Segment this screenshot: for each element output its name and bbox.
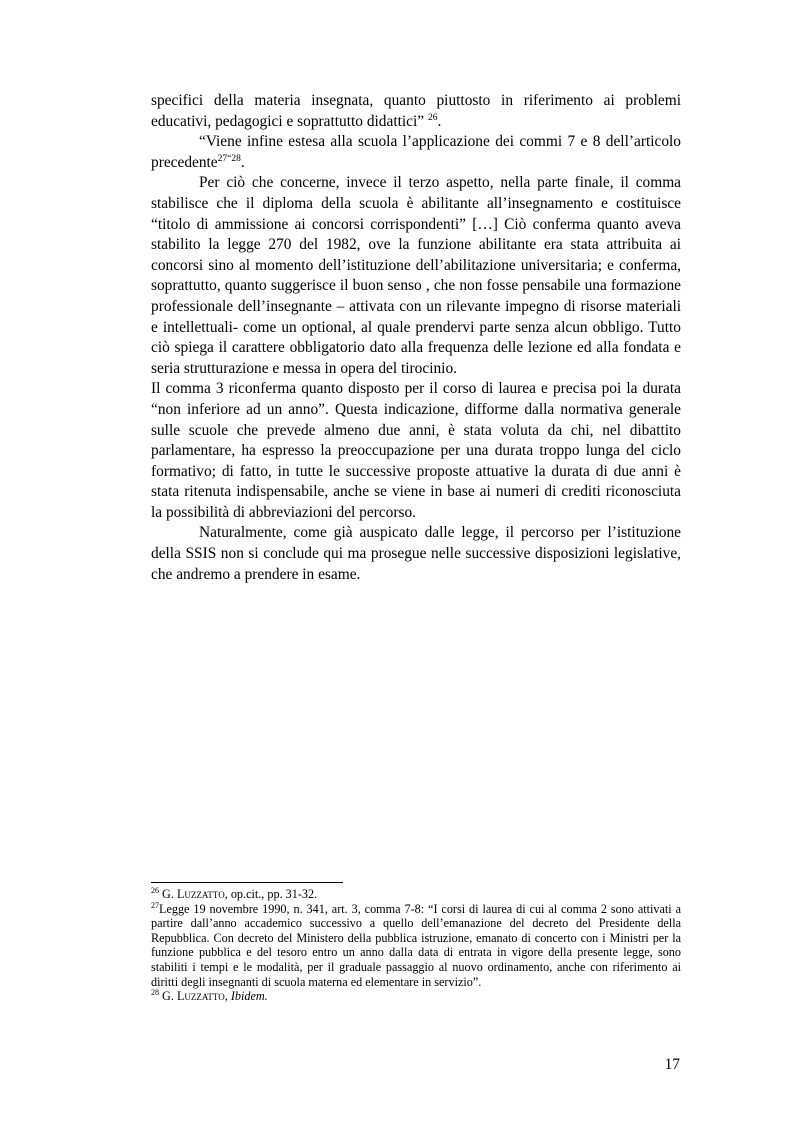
paragraph-1: specifici della materia insegnata, quanto piuttosto in riferimento ai problemi educativi, pedagogici e soprattutto didattici” $^{26}$. [151,92,681,130]
paragraph-3: Per ciò che concerne, invece il terzo aspetto, nella parte finale, il comma stabilisce che il diploma della scuola è abilitante all’insegnamento e costituisce “titolo di ammissione ai concorsi corrispondenti” […] Ciò conferma quanto aveva stabilito la legge 270 del 1982, ove la funzione abilitante era stata attribuita ai concorsi sino al momento dell’istituzione dell’abilitazione universitaria; e conferma, soprattutto, quanto suggerisce il buon senso , che non fosse pensabile una formazione professionale dell’insegnante – attivata con un rilevante impegno di risorse materiali e intellettuali- come un optional, al quale prendervi parte senza alcun obbligo. Tutto ciò spiega il carattere obbligatorio dato alla frequenza delle lezione ed alla fondata e seria strutturazione e messa in opera del tirocinio. [151,174,681,377]
footnote-26: $^{26}$ G. Luzzatto, op.cit., pp. 31-32. [151,886,318,901]
footnote-27: $^{27}$Legge 19 novembre 1990, n. 341, art. 3, comma 7-8: “I corsi di laurea di cui al comma 2 sono attivati a partire dall’anno accademico successivo a quello dell’emanazione del decreto del Presidente della Repubblica. Con decreto del Ministero della pubblica istruzione, emanato di concerto con i Ministri per la funzione pubblica e del tesoro entro un anno dalla data di entrata in vigore della presente legge, sono stabiliti i tempi e le modalità, per il graduale passaggio al nuovo ordinamento, anche con riferimento ai diritti degli insegnanti di scuola materna ed elementare in servizio”. [151,900,681,989]
footnote-ref-separator: “ [227,153,232,164]
main-text [151,91,681,585]
footnote-ref-27[interactable]: 27 [217,153,228,164]
footnote-ref-28[interactable]: 28 [231,153,241,164]
footnote-separator [151,882,343,883]
paragraph-4: Il comma 3 riconferma quanto disposto per il corso di laurea e precisa poi la durata “non inferiore ad un anno”. Questa indicazione, difforme dalla normativa generale sulle scuole che prevede almeno due anni, è stata voluta da chi, nel dibattito parlamentare, ha espresso la preoccupazione per una durata troppo lunga del ciclo formativo; di fatto, in tutte le successive proposte attuative la durata di due anni è stata ritenuta indispensabile, anche se viene in base ai numeri di crediti riconosciuta la possibilità di abbreviazioni del percorso. [151,380,681,521]
paragraph-2: “Viene infine estesa alla scuola l’applicazione dei commi 7 e 8 dell’articolo precedente$^{27“28}$. [151,133,681,171]
page-number: 17 [664,1056,680,1073]
footnote-ref-26[interactable]: 26 [427,112,438,123]
footnote-28: $^{28}$ G. Luzzatto, Ibidem. [151,988,268,1004]
paragraph-5: Naturalmente, come già auspicato dalle legge, il percorso per l’istituzione della SSIS non si conclude qui ma prosegue nelle successive disposizioni legislative, che andremo a prendere in esame. [151,524,681,583]
footnotes [151,887,681,1004]
